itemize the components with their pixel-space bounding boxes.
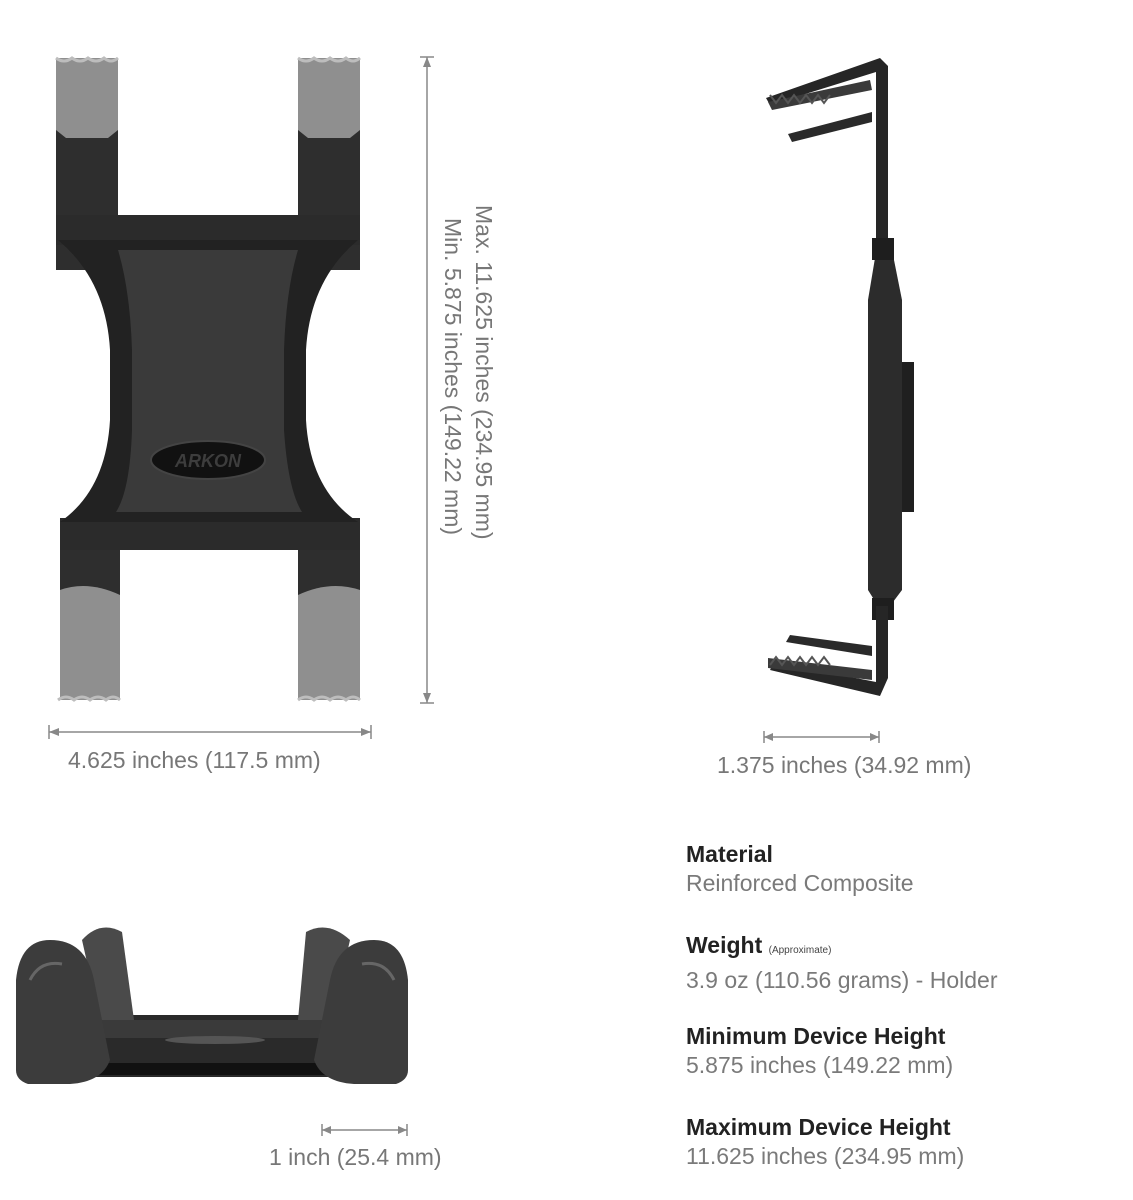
width-dimension-line [47,722,373,742]
front-view-holder-image [48,50,368,710]
brand-logo: ARKON [175,451,241,471]
spec-value: 11.625 inches (234.95 mm) [686,1143,965,1169]
spec-note: (Approximate) [768,945,832,956]
max-height-label: Max. 11.625 inches (234.95 mm) [471,205,497,540]
spec-weight [686,931,998,995]
spec-title: Weight (Approximate) [686,932,832,958]
side-view-holder-image [760,50,920,710]
spec-min-height [686,1022,953,1080]
spec-title: Maximum Device Height [686,1114,951,1140]
spec-value: 5.875 inches (149.22 mm) [686,1052,954,1078]
width-label: 4.625 inches (117.5 mm) [68,747,321,773]
spec-material [686,840,914,898]
grip-label: 1 inch (25.4 mm) [269,1144,442,1170]
bottom-view-holder-image [10,920,410,1090]
height-dimension-line [417,55,437,705]
spec-value: 3.9 oz (110.56 grams) - Holder [686,967,998,993]
spec-title: Minimum Device Height [686,1023,946,1049]
spec-max-height [686,1113,964,1171]
depth-label: 1.375 inches (34.92 mm) [717,752,972,778]
spec-value: Reinforced Composite [686,870,914,896]
depth-dimension-line [762,727,882,747]
spec-title: Material [686,841,773,867]
grip-dimension-line [320,1120,410,1140]
min-height-label: Min. 5.875 inches (149.22 mm) [440,218,466,536]
